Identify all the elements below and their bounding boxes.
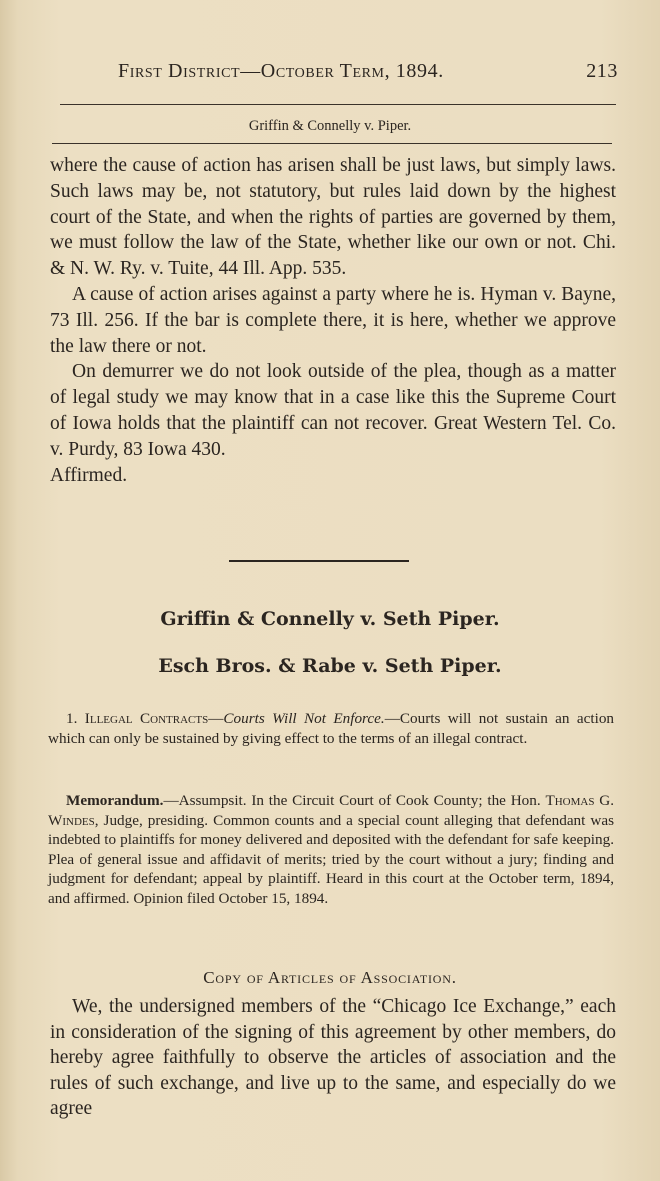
opinion-paragraph: On demurrer we do not look outside of the plea, though as a matter of legal study we may know that in a case like this the Supreme Court of Iowa holds that the plaintiff can not recover. Great Western Tel. Co. v. Purdy, 83 Iowa 430.	[50, 361, 616, 460]
running-head-title: First District—October Term, 1894.	[118, 60, 444, 82]
articles-heading: Copy of Articles of Association.	[203, 968, 457, 987]
headnote-topic: Illegal Contracts	[84, 710, 209, 727]
articles-text-block	[50, 994, 616, 1122]
case-caption: Griffin & Connelly v. Piper.	[248, 118, 412, 134]
headnote-number: 1.	[66, 710, 78, 727]
case-title-2: Esch Bros. & Rabe v. Seth Piper.	[158, 655, 502, 677]
memorandum-text-1: —Assumpsit. In the Circuit Court of Cook County; the Hon.	[163, 792, 546, 809]
disposition: Affirmed.	[50, 464, 128, 486]
header-rule-bottom	[52, 143, 612, 144]
judge-name: Thomas G. Windes	[48, 792, 614, 829]
headnote: 1. Illegal Contracts—Courts Will Not Enforce.—Courts will not sustain an action which can only be sustained by giving effect to the terms of an illegal contract.	[48, 710, 615, 747]
opinion-paragraph: where the cause of action has arisen shall be just laws, but simply laws. Such laws may be, not statutory, but rules laid down by the highest court of the State, and when the rights of parties are governed by them, we must follow the law of the State, whether like our own or not. Chi. & N. W. Ry. v. Tuite, 44 Ill. App. 535.	[50, 155, 616, 280]
case-title-1: Griffin & Connelly v. Seth Piper.	[160, 608, 500, 630]
opinion-text	[50, 153, 616, 488]
section-divider	[229, 560, 409, 562]
articles-text: We, the undersigned members of the “Chicago Ice Exchange,” each in consideration of the signing of this agreement by other members, do hereby agree faithfully to observe the articles of association and the rules of such exchange, and live up to the same, and especially do we agree	[50, 996, 616, 1120]
memorandum-text-2: , Judge, presiding. Common counts and a special count alleging that defendant was indebted to plaintiffs for money delivered and deposited with the defendant for safe keeping. Plea of general issue and affidavit of merits; tried by the court without a jury; finding and judgment for defendant; appeal by plaintiff. Heard in this court at the October term, 1894, and affirmed. Opinion filed October 15, 1894.	[48, 811, 614, 907]
memorandum-label: Memorandum.	[66, 792, 164, 809]
page-number: 213	[586, 60, 618, 82]
opinion-paragraph: A cause of action arises against a party where he is. Hyman v. Bayne, 73 Ill. 256. If the bar is complete there, it is here, whether we approve the law there or not.	[50, 283, 616, 357]
running-head	[118, 60, 618, 83]
memorandum	[48, 791, 614, 909]
header-rule-top	[60, 104, 616, 105]
headnote-text: Courts will not sustain an action which can only be sustained by giving effect to the terms of an illegal contract.	[48, 710, 615, 747]
headnote-subtopic: Courts Will Not Enforce.	[223, 710, 385, 727]
